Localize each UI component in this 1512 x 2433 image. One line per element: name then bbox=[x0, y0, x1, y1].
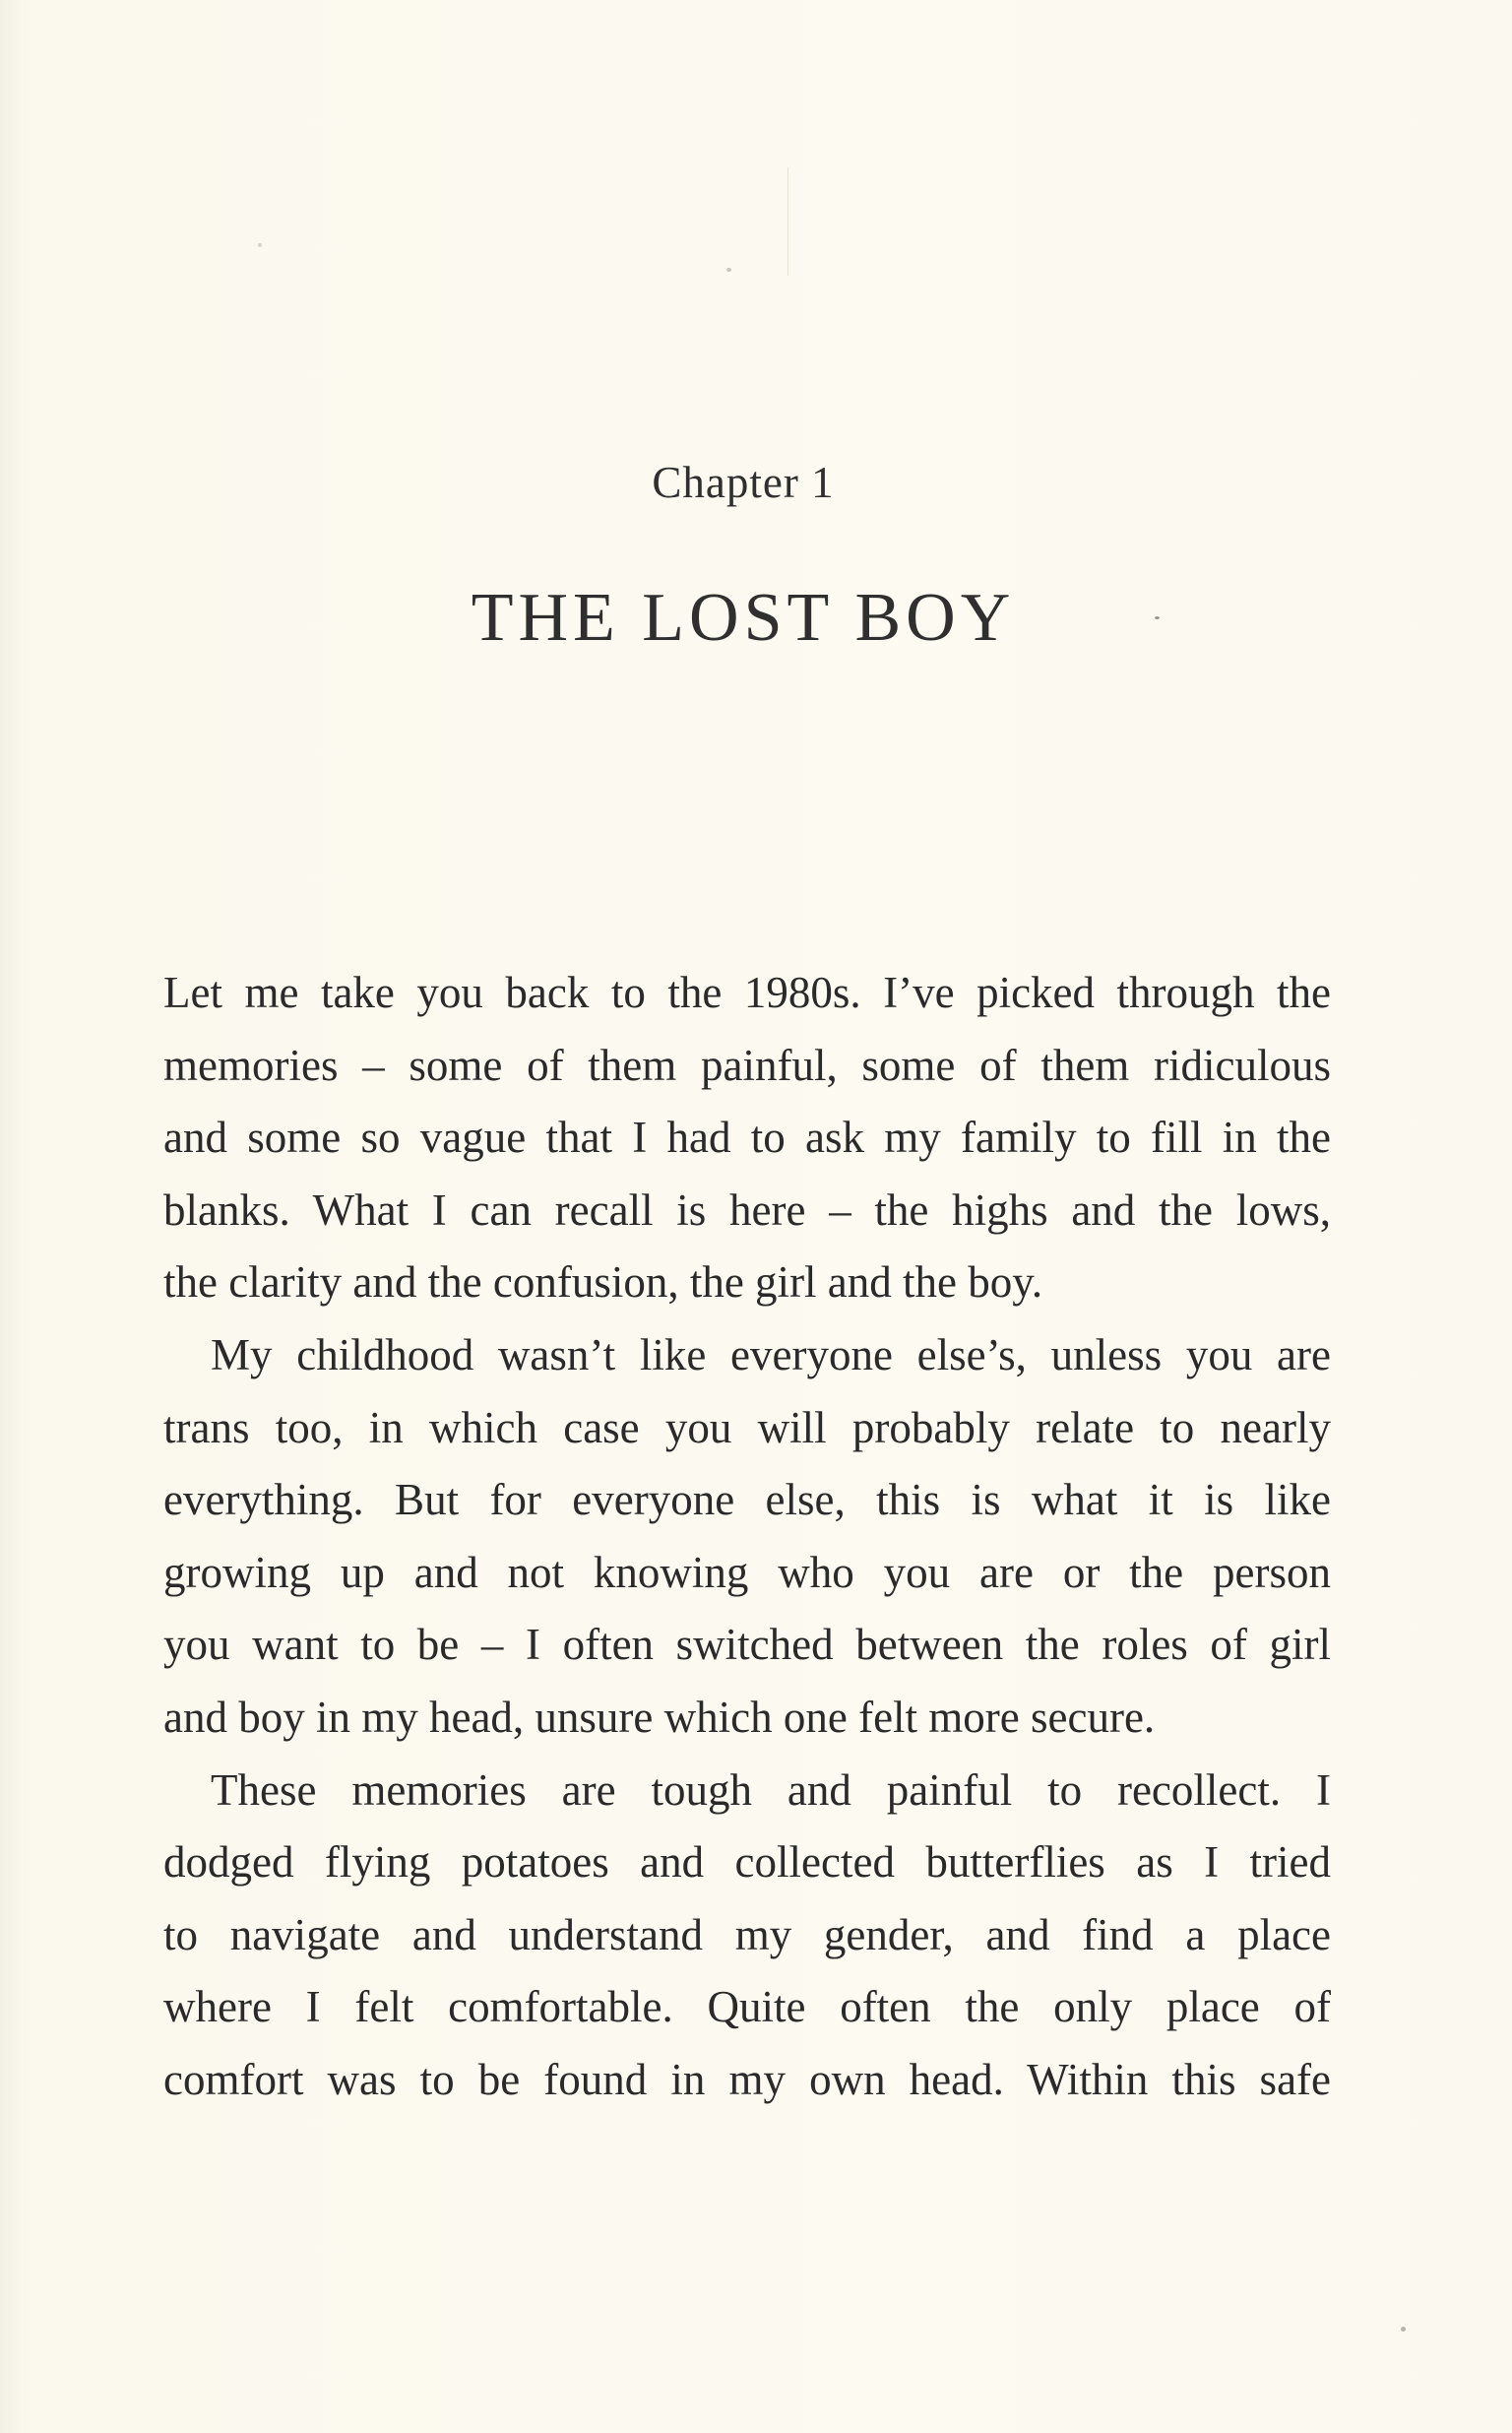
text-line: everything. But for everyone else, this is what it is like bbox=[163, 1475, 1331, 1525]
text-line: These memories are tough and painful to recollect. I bbox=[211, 1764, 1331, 1815]
paragraph bbox=[163, 957, 1331, 1319]
text-line: My childhood wasn’t like everyone else’s, unless you are bbox=[211, 1329, 1331, 1379]
text-line: you want to be – I often switched between the roles of girl bbox=[163, 1620, 1331, 1670]
paragraph bbox=[163, 1319, 1331, 1755]
text-line: blanks. What I can recall is here – the highs and the lows, bbox=[163, 1184, 1331, 1235]
text-line: and some so vague that I had to ask my family to fill in the bbox=[163, 1113, 1331, 1163]
text-line: dodged flying potatoes and collected butterflies as I tried bbox=[163, 1837, 1331, 1888]
text-line: growing up and not knowing who you are or the person bbox=[163, 1547, 1331, 1597]
text-line: where I felt comfortable. Quite often the only place of bbox=[163, 1982, 1331, 2032]
text-line: Let me take you back to the 1980s. I’ve picked through the bbox=[163, 968, 1331, 1017]
chapter-number: Chapter 1 bbox=[652, 458, 835, 507]
text-line: the clarity and the confusion, the girl and the boy. bbox=[163, 1257, 1043, 1308]
text-line: memories – some of them painful, some of them ridiculous bbox=[163, 1040, 1331, 1090]
scan-speck bbox=[1401, 2327, 1406, 2332]
text-line: to navigate and understand my gender, and find a place bbox=[163, 1909, 1331, 1959]
scan-speck bbox=[258, 243, 262, 247]
text-line: trans too, in which case you will probably relate to nearly bbox=[163, 1402, 1331, 1452]
text-line: comfort was to be found in my own head. Within this safe bbox=[163, 2054, 1331, 2104]
paragraph bbox=[163, 1755, 1331, 2117]
text-line: and boy in my head, unsure which one felt more secure. bbox=[163, 1692, 1156, 1742]
scan-speck bbox=[726, 268, 731, 272]
chapter-body bbox=[163, 957, 1331, 2117]
chapter-title: THE LOST BOY bbox=[471, 580, 1016, 656]
